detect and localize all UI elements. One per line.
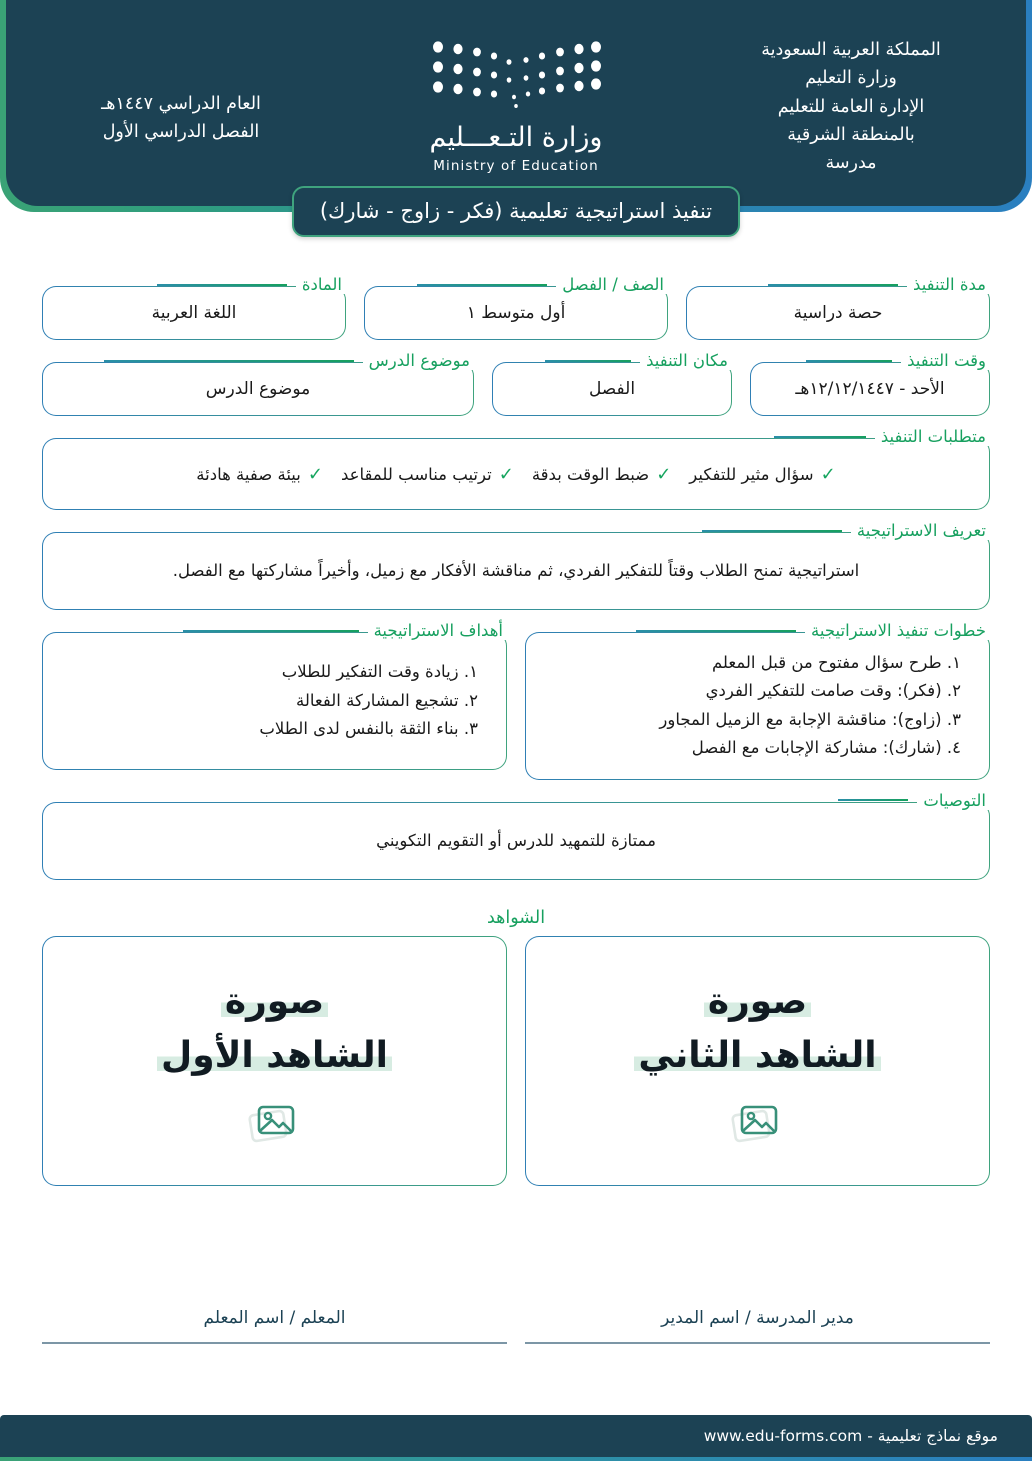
fields-row-1 <box>42 264 990 340</box>
field-grade-value: أول متوسط ١ <box>466 303 566 323</box>
field-grade-label: الصف / الفصل <box>556 275 668 294</box>
requirement-item <box>341 464 514 485</box>
requirement-text: سؤال مثير للتفكير <box>689 464 814 484</box>
recommendations-legend <box>838 791 990 810</box>
objectives-list <box>61 654 488 747</box>
section-definition <box>42 521 990 610</box>
requirement-item <box>689 464 835 485</box>
evidence-photo-2-caption <box>634 975 880 1083</box>
legend-rule <box>774 436 866 438</box>
logo-dots-icon <box>428 38 604 112</box>
requirements-label: متطلبات التنفيذ <box>875 427 990 446</box>
field-lesson-topic <box>42 351 474 416</box>
section-objectives <box>42 621 507 770</box>
section-requirements <box>42 427 990 510</box>
field-grade-box[interactable] <box>364 286 668 340</box>
legend-rule <box>636 630 796 632</box>
evidence-row <box>42 936 990 1186</box>
image-stack-icon <box>730 1097 786 1147</box>
field-time-value: الأحد - ١٢/١٢/١٤٤٧هـ <box>795 379 945 399</box>
signature-line <box>42 1342 507 1344</box>
evidence-photo-2-line2: الشاهد الثاني <box>634 1035 880 1076</box>
logo-english-text: Ministry of Education <box>433 158 599 174</box>
steps-label: خطوات تنفيذ الاستراتيجية <box>805 621 990 640</box>
field-time <box>750 351 990 416</box>
evidence-photo-2-line1: صورة <box>704 981 811 1022</box>
field-place <box>492 351 732 416</box>
field-subject-box[interactable] <box>42 286 346 340</box>
field-time-label: وقت التنفيذ <box>901 351 990 370</box>
page-title: تنفيذ استراتيجية تعليمية (فكر - زاوج - شارك) <box>292 186 740 237</box>
requirement-text: بيئة صفية هادئة <box>196 464 301 484</box>
requirement-text: ترتيب مناسب للمقاعد <box>340 464 492 484</box>
step-item: ٣. (زاوج): مناقشة الإجابة مع الزميل المجاور <box>659 709 961 729</box>
requirement-item <box>532 464 671 485</box>
field-grade <box>364 275 668 340</box>
image-stack-icon <box>247 1097 303 1147</box>
evidence-photo-2[interactable] <box>525 936 990 1186</box>
footer-text: موقع نماذج تعليمية - www.edu-forms.com <box>703 1427 998 1445</box>
field-duration <box>686 275 990 340</box>
ministry-logo <box>406 32 626 174</box>
academic-period-block <box>46 32 316 147</box>
objectives-steps-row <box>42 610 990 780</box>
field-subject-label: المادة <box>296 275 346 294</box>
legend-rule <box>768 284 898 286</box>
document-body <box>0 212 1032 1344</box>
legend-rule <box>183 630 359 632</box>
check-icon: ✓ <box>656 463 672 485</box>
legend-rule <box>838 799 908 801</box>
definition-text: استراتيجية تمنح الطلاب وقتاً للتفكير الفردي، ثم مناقشة الأفكار مع زميل، وأخيراً مشاركتها مع الفصل. <box>172 561 860 581</box>
legend-rule <box>545 360 631 362</box>
evidence-photo-1-caption <box>157 975 392 1083</box>
field-subject-legend <box>157 275 346 294</box>
legend-rule <box>806 360 892 362</box>
field-place-value: الفصل <box>588 379 636 399</box>
field-place-legend <box>545 351 732 370</box>
legend-rule <box>702 530 842 532</box>
check-icon: ✓ <box>498 463 514 485</box>
field-lesson-topic-label: موضوع الدرس <box>363 351 474 370</box>
field-lesson-topic-value: موضوع الدرس <box>205 379 311 399</box>
objective-item: ٢. تشجيع المشاركة الفعالة <box>296 690 478 710</box>
field-lesson-topic-box[interactable] <box>42 362 474 416</box>
legend-rule <box>157 284 287 286</box>
signature-line <box>525 1342 990 1344</box>
requirements-list <box>196 464 835 485</box>
header-bar <box>6 0 1026 206</box>
requirements-box[interactable] <box>42 438 990 510</box>
org-line-ministry: وزارة التعليم <box>805 68 897 89</box>
evidence-photo-1[interactable] <box>42 936 507 1186</box>
steps-list <box>544 645 971 767</box>
recommendations-label: التوصيات <box>917 791 990 810</box>
definition-label: تعريف الاستراتيجية <box>851 521 990 540</box>
requirement-item <box>196 464 323 485</box>
evidence-photo-1-line1: صورة <box>221 981 328 1022</box>
academic-year: العام الدراسي ١٤٤٧هـ <box>101 94 261 114</box>
definition-box[interactable] <box>42 532 990 610</box>
signature-teacher <box>42 1308 507 1344</box>
legend-rule <box>104 360 354 362</box>
objectives-legend <box>183 621 507 640</box>
field-subject <box>42 275 346 340</box>
footer-bar <box>0 1415 1032 1457</box>
organization-block <box>716 32 986 178</box>
title-tab-holder <box>0 186 1032 237</box>
requirement-text: ضبط الوقت بدقة <box>531 464 650 484</box>
field-lesson-topic-legend <box>104 351 474 370</box>
field-place-label: مكان التنفيذ <box>640 351 732 370</box>
steps-legend <box>636 621 990 640</box>
document-header <box>0 0 1032 223</box>
field-time-box[interactable] <box>750 362 990 416</box>
field-duration-legend <box>768 275 990 294</box>
objectives-label: أهداف الاستراتيجية <box>368 621 507 640</box>
signature-principal-label: مدير المدرسة / اسم المدير <box>661 1307 854 1328</box>
legend-rule <box>417 284 547 286</box>
step-item: ٤. (شارك): مشاركة الإجابات مع الفصل <box>691 738 961 758</box>
signature-teacher-label: المعلم / اسم المعلم <box>203 1307 346 1328</box>
field-duration-label: مدة التنفيذ <box>907 275 990 294</box>
check-icon: ✓ <box>820 463 836 485</box>
evidence-photo-1-line2: الشاهد الأول <box>157 1035 392 1076</box>
semester: الفصل الدراسي الأول <box>102 122 260 143</box>
section-steps <box>525 621 990 780</box>
objective-item: ٣. بناء الثقة بالنفس لدى الطلاب <box>259 719 478 739</box>
field-duration-value: حصة دراسية <box>793 303 883 323</box>
document-footer <box>0 1415 1032 1461</box>
signature-row <box>42 1308 990 1344</box>
objective-item: ١. زيادة وقت التفكير للطلاب <box>281 662 478 682</box>
field-place-box[interactable] <box>492 362 732 416</box>
definition-legend <box>702 521 990 540</box>
field-subject-value: اللغة العربية <box>151 303 237 323</box>
steps-box[interactable] <box>525 632 990 780</box>
org-line-region: بالمنطقة الشرقية <box>787 125 915 146</box>
org-line-school: مدرسة <box>825 153 877 174</box>
signature-principal <box>525 1308 990 1344</box>
step-item: ١. طرح سؤال مفتوح من قبل المعلم <box>711 653 961 672</box>
requirements-legend <box>774 427 990 446</box>
field-grade-legend <box>417 275 668 294</box>
fields-row-2 <box>42 340 990 416</box>
step-item: ٢. (فكر): وقت صامت للتفكير الفردي <box>705 681 961 701</box>
evidence-heading: الشواهد <box>486 907 546 928</box>
check-icon: ✓ <box>307 463 323 485</box>
org-line-kingdom: المملكة العربية السعودية <box>761 40 941 60</box>
field-time-legend <box>806 351 990 370</box>
section-recommendations <box>42 790 990 880</box>
recommendations-box[interactable] <box>42 802 990 880</box>
field-duration-box[interactable] <box>686 286 990 340</box>
objectives-box[interactable] <box>42 632 507 770</box>
logo-arabic-text: وزارة التـعـــليم <box>429 122 603 153</box>
org-line-department: الإدارة العامة للتعليم <box>777 96 925 117</box>
recommendations-text: ممتازة للتمهيد للدرس أو التقويم التكويني <box>376 830 656 850</box>
